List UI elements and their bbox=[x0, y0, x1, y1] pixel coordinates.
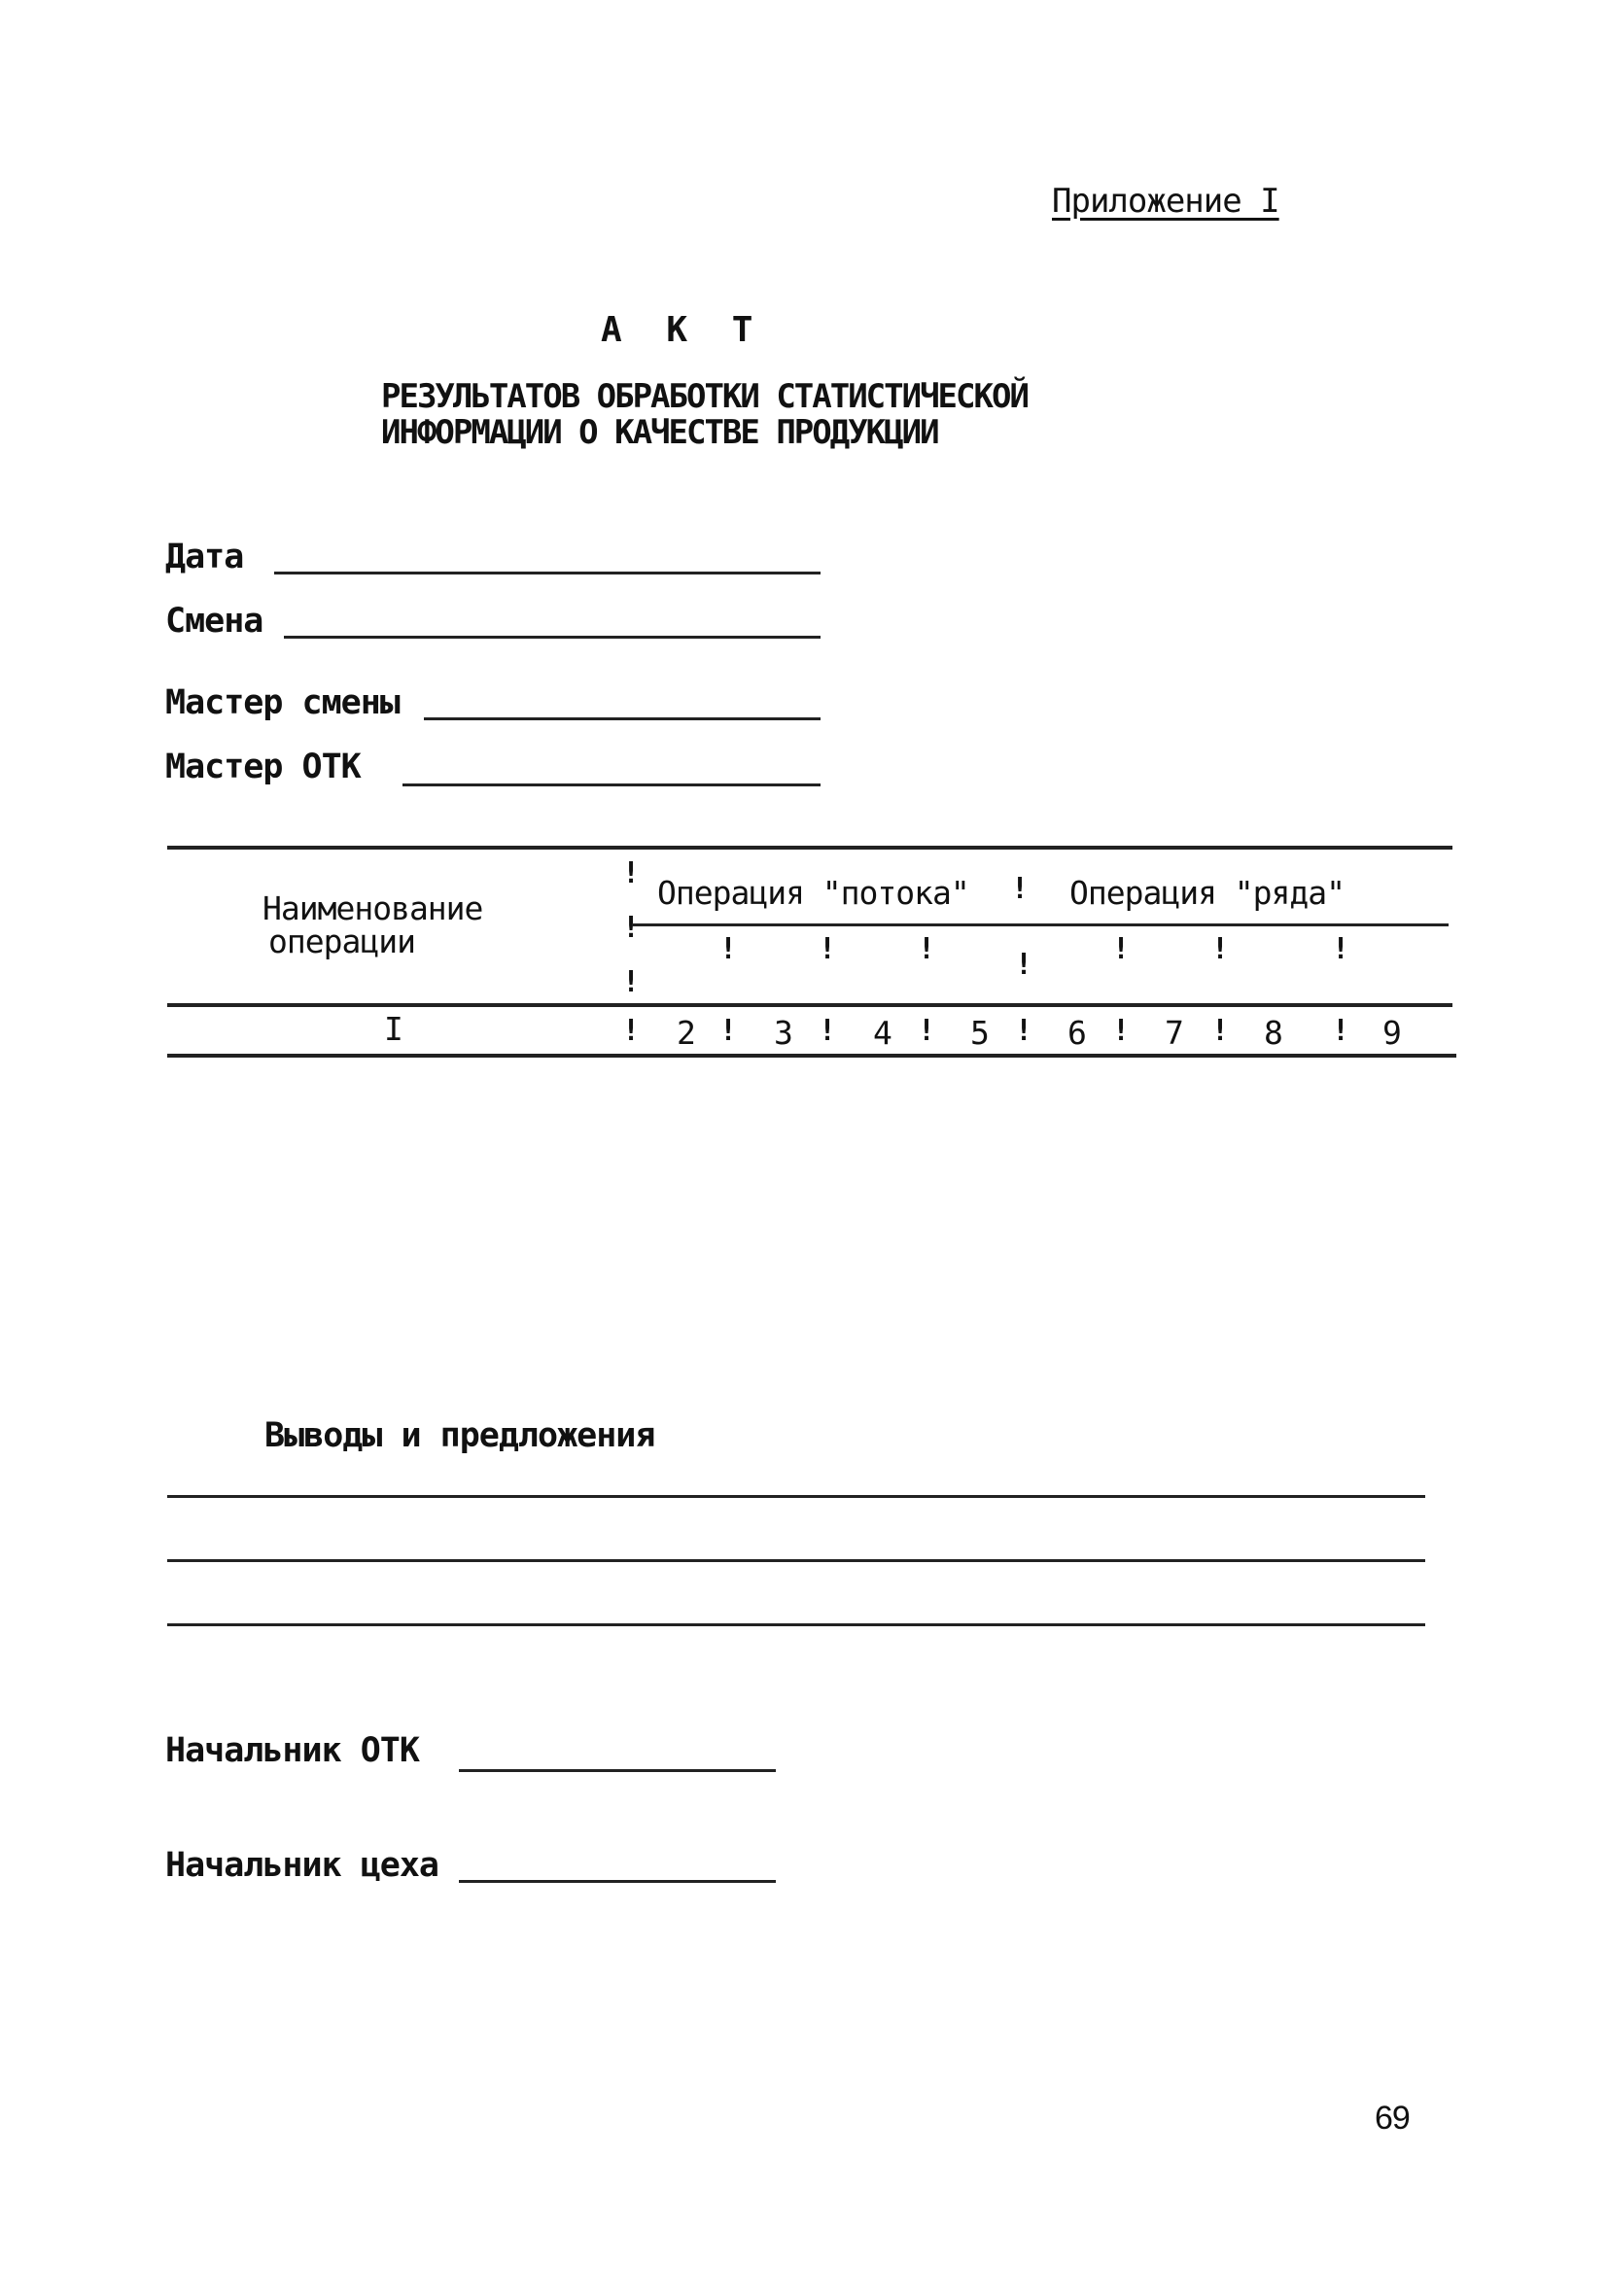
table-header-rule bbox=[167, 1003, 1452, 1007]
column-number-2: 2 bbox=[677, 1014, 695, 1052]
row-operation-header: Операция "ряда" bbox=[1069, 874, 1346, 912]
date-label: Дата bbox=[165, 538, 244, 576]
column-number-7: 7 bbox=[1165, 1014, 1183, 1052]
subtitle-line-1: РЕЗУЛЬТАТОВ ОБРАБОТКИ СТАТИСТИЧЕСКОЙ bbox=[381, 377, 1028, 416]
column-number-3: 3 bbox=[774, 1014, 792, 1052]
separator-mark: ! bbox=[622, 911, 640, 945]
shift-label: Смена bbox=[165, 602, 263, 641]
separator-mark: ! bbox=[1211, 932, 1229, 966]
separator-mark: ! bbox=[719, 1014, 737, 1048]
separator-mark: ! bbox=[1112, 932, 1130, 966]
separator-mark: ! bbox=[819, 932, 836, 966]
column-number-9: 9 bbox=[1382, 1014, 1401, 1052]
separator-mark: ! bbox=[1015, 1014, 1032, 1048]
column-number-5: 5 bbox=[970, 1014, 989, 1052]
head-qc-label: Начальник ОТК bbox=[165, 1731, 419, 1770]
date-field-line[interactable] bbox=[274, 572, 821, 574]
separator-mark: ! bbox=[719, 932, 737, 966]
conclusions-line-1[interactable] bbox=[167, 1495, 1425, 1498]
table-bottom-rule bbox=[167, 1054, 1456, 1058]
qc-master-field-line[interactable] bbox=[402, 783, 821, 786]
separator-mark: ! bbox=[918, 932, 935, 966]
shift-master-field-line[interactable] bbox=[424, 717, 821, 720]
col1-header-line2: операции bbox=[268, 922, 415, 960]
column-number-1: I bbox=[384, 1010, 402, 1048]
group-header-rule bbox=[632, 923, 1449, 926]
separator-mark: ! bbox=[622, 856, 640, 890]
col1-header-line1: Наименование bbox=[262, 889, 483, 927]
appendix-label: Приложение I bbox=[1052, 182, 1279, 221]
head-shop-label: Начальник цеха bbox=[165, 1846, 439, 1885]
document-subtitle bbox=[381, 379, 1028, 451]
conclusions-label: Выводы и предложения bbox=[264, 1416, 655, 1455]
flow-operation-header: Операция "потока" bbox=[657, 874, 969, 912]
separator-mark: ! bbox=[1015, 948, 1032, 982]
document-title: А К Т bbox=[601, 310, 765, 350]
shift-master-label: Мастер смены bbox=[165, 683, 400, 722]
head-qc-signature-line[interactable] bbox=[459, 1769, 776, 1772]
separator-mark: ! bbox=[622, 965, 640, 999]
column-number-6: 6 bbox=[1067, 1014, 1086, 1052]
separator-mark: ! bbox=[819, 1014, 836, 1048]
table-top-rule bbox=[167, 846, 1452, 850]
separator-mark: ! bbox=[1211, 1014, 1229, 1048]
separator-mark: ! bbox=[1112, 1014, 1130, 1048]
separator-mark: ! bbox=[1332, 1014, 1349, 1048]
separator-mark: ! bbox=[622, 1014, 640, 1048]
separator-mark: ! bbox=[918, 1014, 935, 1048]
subtitle-line-2: ИНФОРМАЦИИ О КАЧЕСТВЕ ПРОДУКЦИИ bbox=[381, 413, 938, 452]
conclusions-line-2[interactable] bbox=[167, 1559, 1425, 1562]
conclusions-line-3[interactable] bbox=[167, 1623, 1425, 1626]
separator-mark: ! bbox=[1332, 932, 1349, 966]
shift-field-line[interactable] bbox=[284, 636, 821, 639]
qc-master-label: Мастер ОТК bbox=[165, 748, 361, 786]
column-number-4: 4 bbox=[873, 1014, 891, 1052]
column-number-8: 8 bbox=[1264, 1014, 1282, 1052]
separator-mark: ! bbox=[1011, 872, 1029, 906]
page-number: 69 bbox=[1375, 2100, 1410, 2137]
head-shop-signature-line[interactable] bbox=[459, 1880, 776, 1883]
